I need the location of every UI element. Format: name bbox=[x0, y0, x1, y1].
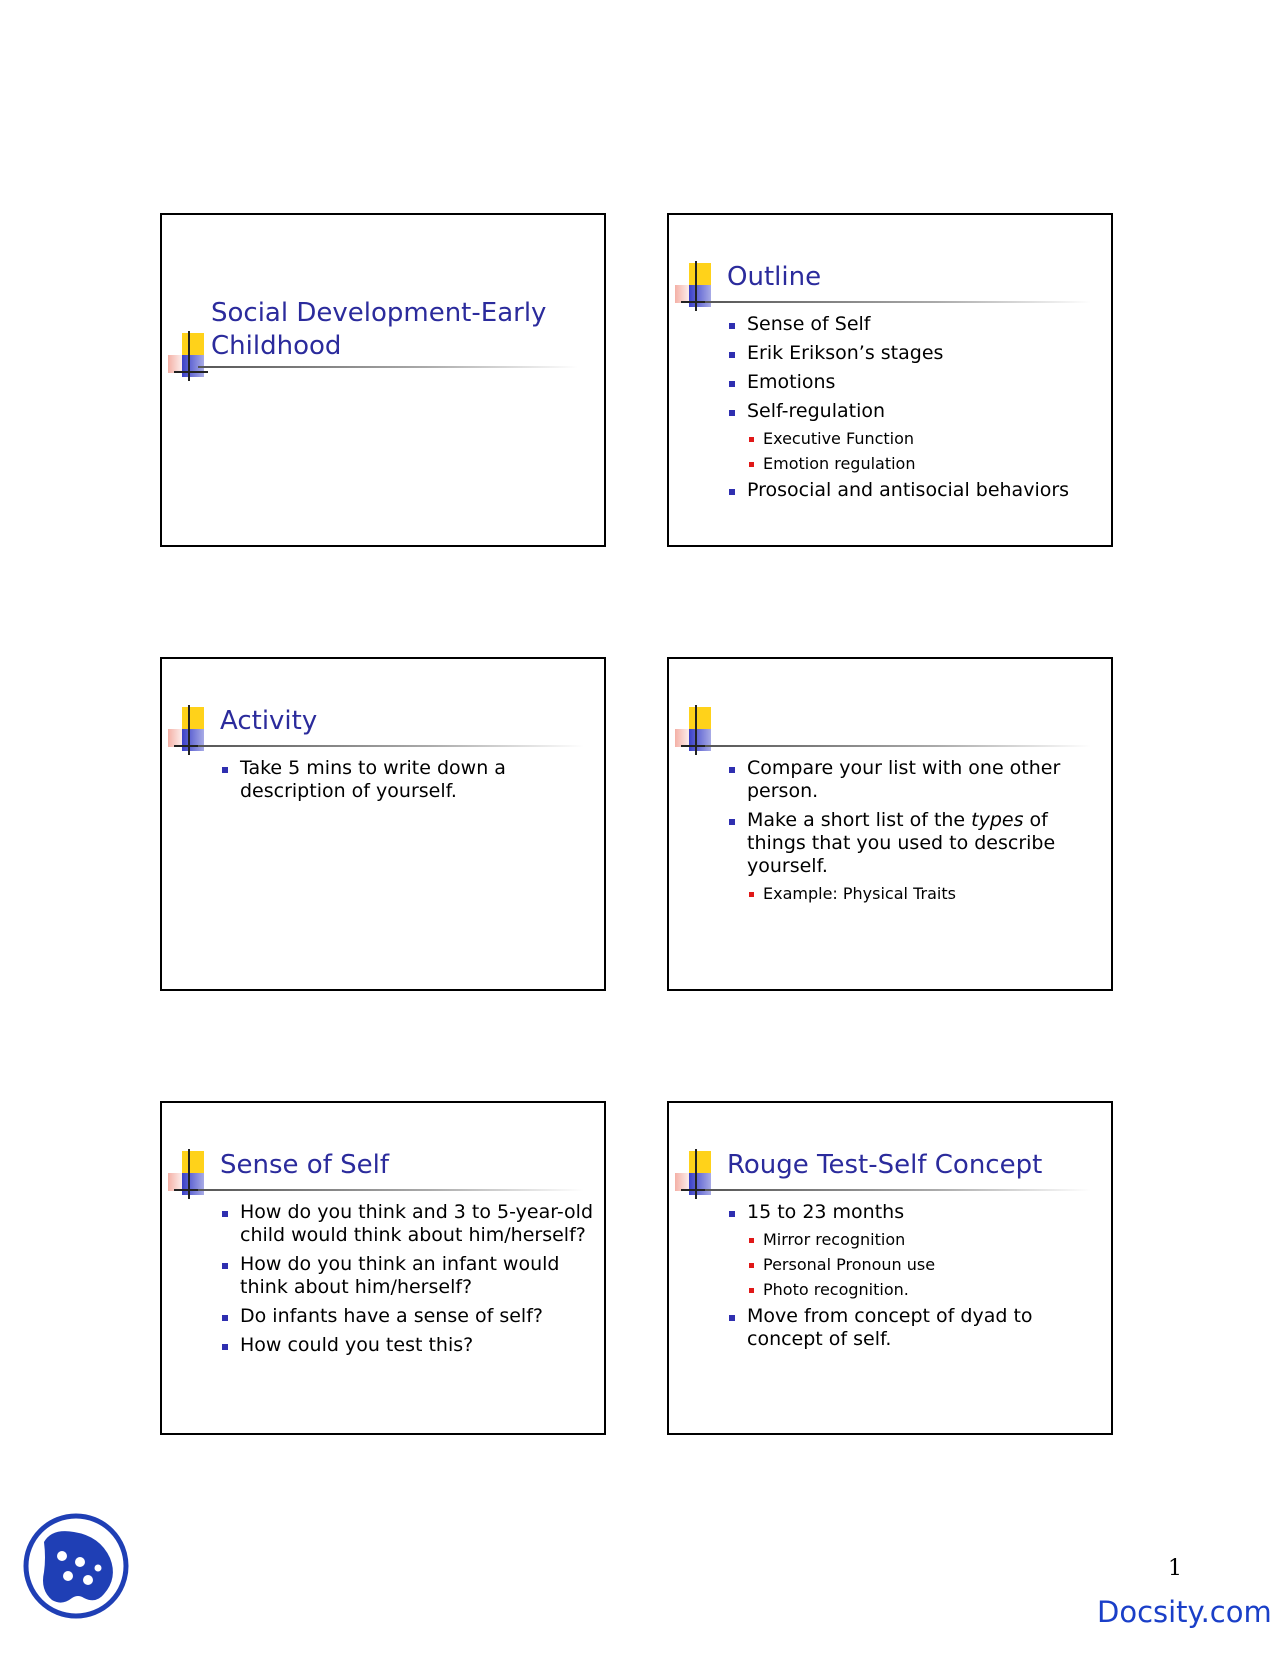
mondrian-squares-icon bbox=[168, 707, 214, 757]
sub-list-item: Emotion regulation bbox=[749, 454, 1099, 474]
title-rule bbox=[198, 366, 578, 368]
slide-title: Activity bbox=[220, 706, 318, 736]
title-rule bbox=[705, 1189, 1091, 1191]
list-item-text: of things that you used to describe yourself. bbox=[747, 809, 1056, 877]
mondrian-squares-icon bbox=[675, 707, 721, 757]
slide-1 bbox=[160, 213, 606, 547]
slide-title: Outline bbox=[727, 262, 822, 292]
bullet-list bbox=[729, 757, 1099, 909]
slide-title bbox=[211, 297, 546, 363]
list-item: Self-regulation bbox=[729, 400, 1099, 423]
slide-5 bbox=[160, 1101, 606, 1435]
list-item: Erik Erikson’s stages bbox=[729, 342, 1099, 365]
title-rule bbox=[198, 745, 584, 747]
brand-link[interactable]: Docsity.com bbox=[1097, 1595, 1272, 1629]
sub-list-item: Example: Physical Traits bbox=[749, 884, 1099, 904]
list-item-text: Make a short list of the bbox=[747, 809, 972, 831]
list-item: Sense of Self bbox=[729, 313, 1099, 336]
list-item: Do infants have a sense of self? bbox=[222, 1305, 596, 1328]
sub-list-item: Personal Pronoun use bbox=[749, 1255, 1099, 1275]
title-rule bbox=[198, 1189, 584, 1191]
slide-title-line-2: Childhood bbox=[211, 331, 342, 361]
list-item: Take 5 mins to write down a description of yourself. bbox=[222, 757, 596, 803]
slide-3 bbox=[160, 657, 606, 991]
slide-title: Rouge Test-Self Concept bbox=[727, 1150, 1043, 1180]
slide-2 bbox=[667, 213, 1113, 547]
bullet-list bbox=[729, 1201, 1099, 1357]
bullet-list bbox=[222, 1201, 596, 1363]
list-item: Compare your list with one other person. bbox=[729, 757, 1099, 803]
list-item: How do you think and 3 to 5-year-old child would think about him/herself? bbox=[222, 1201, 596, 1247]
slide-4 bbox=[667, 657, 1113, 991]
bullet-list bbox=[729, 313, 1099, 508]
title-rule bbox=[705, 745, 1091, 747]
mondrian-squares-icon bbox=[168, 1151, 214, 1201]
bullet-list bbox=[222, 757, 596, 809]
list-item: How could you test this? bbox=[222, 1334, 596, 1357]
list-item: Move from concept of dyad to concept of self. bbox=[729, 1305, 1099, 1351]
docsity-logo-icon[interactable] bbox=[22, 1512, 130, 1620]
sub-list-item: Executive Function bbox=[749, 429, 1099, 449]
mondrian-squares-icon bbox=[675, 1151, 721, 1201]
sub-list-item: Mirror recognition bbox=[749, 1230, 1099, 1250]
slide-title-line-1: Social Development-Early bbox=[211, 298, 547, 328]
mondrian-squares-icon bbox=[168, 333, 214, 383]
slide-title: Sense of Self bbox=[220, 1150, 389, 1180]
list-item: Emotions bbox=[729, 371, 1099, 394]
list-item: 15 to 23 months bbox=[729, 1201, 1099, 1224]
list-item: How do you think an infant would think about him/herself? bbox=[222, 1253, 596, 1299]
emphasis-text: types bbox=[971, 809, 1024, 831]
title-rule bbox=[705, 301, 1091, 303]
list-item bbox=[729, 809, 1099, 878]
page-number: 1 bbox=[1168, 1556, 1182, 1581]
mondrian-squares-icon bbox=[675, 263, 721, 313]
list-item: Prosocial and antisocial behaviors bbox=[729, 479, 1099, 502]
sub-list-item: Photo recognition. bbox=[749, 1280, 1099, 1300]
slide-6 bbox=[667, 1101, 1113, 1435]
